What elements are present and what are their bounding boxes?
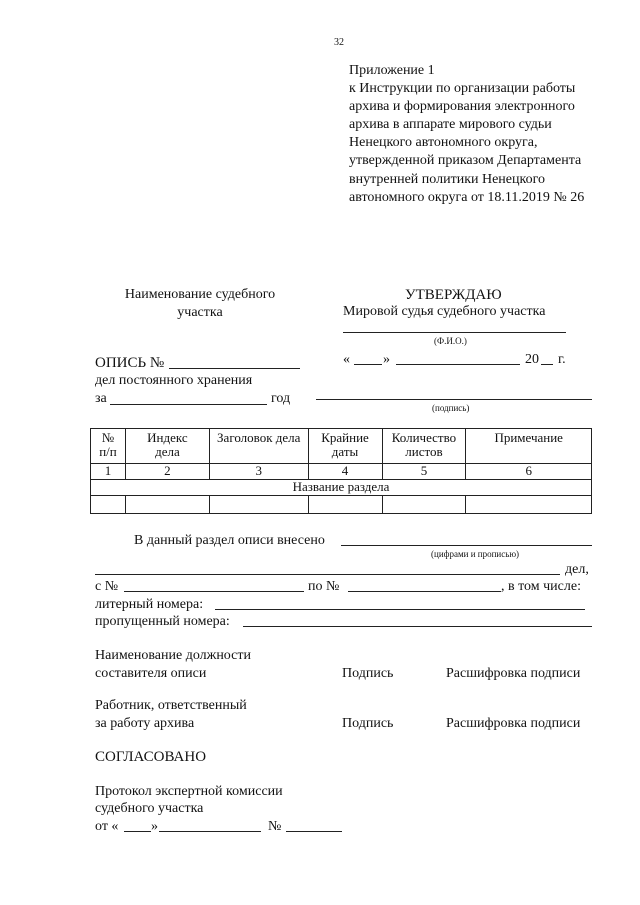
year-line[interactable] — [541, 364, 553, 365]
letter-numbers-label: литерный номера: — [95, 597, 204, 612]
inventory-subtitle: дел постоянного хранения — [95, 373, 253, 388]
section-cell: Название раздела — [91, 480, 592, 496]
archivist-sign-label: Подпись — [342, 716, 394, 731]
header-cell: Примечание — [466, 429, 592, 464]
number-cell: 3 — [209, 464, 308, 480]
archivist-decode-label: Расшифровка подписи — [446, 716, 581, 731]
year-suffix: г. — [558, 352, 566, 367]
annex-text: к Инструкции по организации работы архива и формирования электронного архива в аппарате мирового судьи Ненецкого автономного округа, утвержденной приказом Департамента внутренней политики Ненецкого автономного округа от 18.11.2019 № 26 — [349, 81, 585, 205]
protocol-number-line[interactable] — [286, 831, 342, 832]
compiler-position-line1: Наименование должности — [95, 648, 251, 663]
header-cell: № п/п — [91, 429, 126, 464]
protocol-day-line[interactable] — [124, 831, 151, 832]
date-day-line[interactable] — [354, 364, 382, 365]
from-no-line[interactable] — [124, 591, 304, 592]
archivist-line2: за работу архива — [95, 716, 195, 731]
court-name-line2: участка — [177, 305, 223, 320]
entered-label: В данный раздел описи внесено — [134, 533, 325, 548]
header-cell: Количество листов — [382, 429, 466, 464]
header-cell: Заголовок дела — [209, 429, 308, 464]
court-name-label — [110, 286, 290, 322]
entered-caption: (цифрами и прописью) — [431, 549, 520, 559]
protocol-from-label: от « — [95, 819, 119, 834]
protocol-no-label: № — [268, 819, 282, 834]
empty-cell[interactable] — [308, 496, 382, 514]
entered-words-line[interactable] — [95, 574, 560, 575]
to-no-line[interactable] — [348, 591, 501, 592]
empty-cell[interactable] — [125, 496, 209, 514]
court-name-line1: Наименование судебного — [124, 287, 276, 302]
date-quote-close: » — [383, 352, 390, 367]
table-number-row — [91, 464, 592, 480]
missed-numbers-line[interactable] — [243, 626, 592, 627]
compiler-sign-label: Подпись — [342, 666, 394, 681]
approve-role: Мировой судья судебного участка — [343, 304, 546, 319]
table-section-row — [91, 480, 592, 496]
entered-count-line[interactable] — [341, 545, 592, 546]
protocol-line2: судебного участка — [95, 801, 204, 816]
date-quote-open: « — [343, 352, 350, 367]
empty-cell[interactable] — [466, 496, 592, 514]
letter-numbers-line[interactable] — [215, 609, 585, 610]
page-number: 32 — [334, 37, 344, 48]
date-month-line[interactable] — [396, 364, 520, 365]
inventory-number-line[interactable] — [169, 368, 300, 369]
for-label: за — [95, 391, 107, 406]
annex-block — [349, 62, 599, 207]
archivist-line1: Работник, ответственный — [95, 698, 247, 713]
compiler-decode-label: Расшифровка подписи — [446, 666, 581, 681]
fio-caption: (Ф.И.О.) — [434, 336, 467, 346]
number-cell: 5 — [382, 464, 466, 480]
judge-name-line[interactable] — [343, 332, 566, 333]
cases-label: дел, — [565, 562, 589, 577]
year-field-line[interactable] — [110, 404, 267, 405]
empty-cell[interactable] — [209, 496, 308, 514]
number-cell: 6 — [466, 464, 592, 480]
number-cell: 4 — [308, 464, 382, 480]
empty-cell[interactable] — [91, 496, 126, 514]
signature-line[interactable] — [316, 399, 592, 400]
to-no-label: по № — [308, 579, 340, 594]
table-row[interactable] — [91, 496, 592, 514]
approve-title: УТВЕРЖДАЮ — [405, 287, 502, 303]
missed-numbers-label: пропущенный номера: — [95, 614, 230, 629]
protocol-line1: Протокол экспертной комиссии — [95, 784, 283, 799]
header-cell: Крайние даты — [308, 429, 382, 464]
header-cell: Индекс дела — [125, 429, 209, 464]
signature-caption: (подпись) — [432, 403, 470, 413]
inventory-table — [90, 428, 592, 514]
protocol-month-line[interactable] — [159, 831, 261, 832]
compiler-position-line2: составителя описи — [95, 666, 207, 681]
agreed-title: СОГЛАСОВАНО — [95, 749, 207, 765]
protocol-close-quote: » — [151, 819, 158, 834]
number-cell: 1 — [91, 464, 126, 480]
empty-cell[interactable] — [382, 496, 466, 514]
table-header-row — [91, 429, 592, 464]
inventory-title: ОПИСЬ № — [95, 355, 165, 371]
number-cell: 2 — [125, 464, 209, 480]
from-no-label: с № — [95, 579, 119, 594]
annex-title: Приложение 1 — [349, 63, 435, 78]
including-label: , в том числе: — [501, 579, 581, 594]
year-label: год — [271, 391, 291, 406]
year-prefix: 20 — [525, 352, 539, 367]
